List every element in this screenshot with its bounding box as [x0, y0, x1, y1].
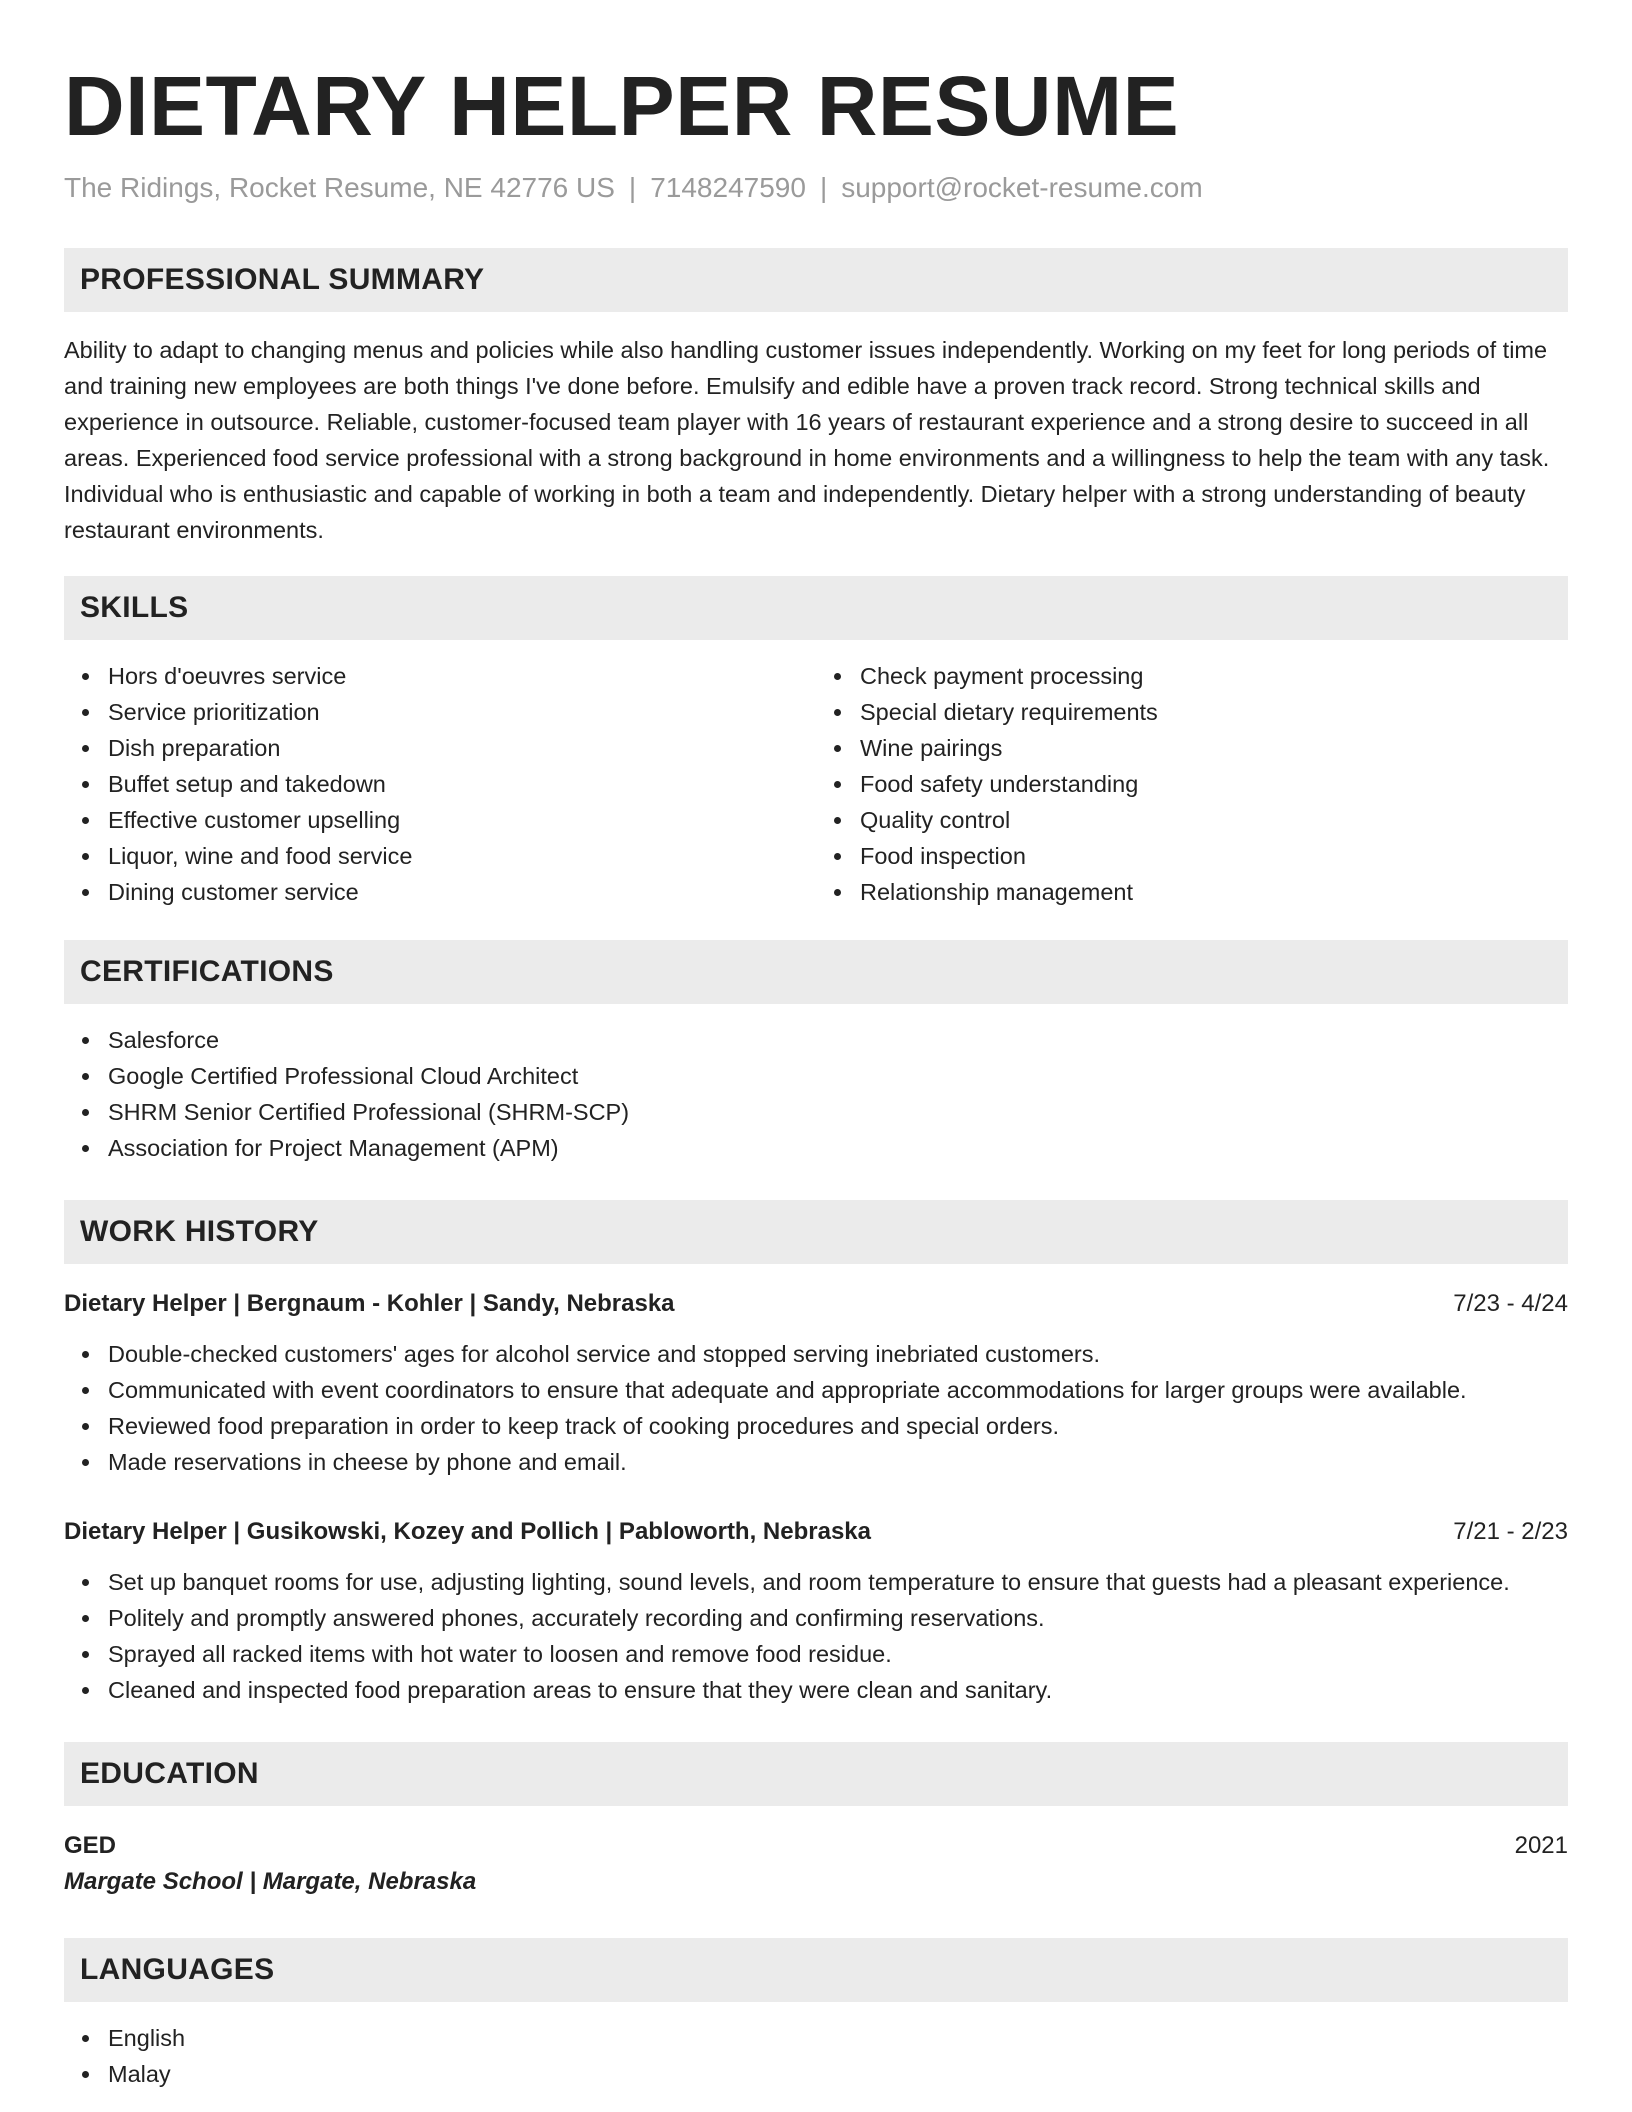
skills-list-right — [816, 658, 1568, 910]
certifications-list — [64, 1022, 1568, 1166]
page-title: DIETARY HELPER RESUME — [64, 59, 1180, 153]
section-header-certifications: CERTIFICATIONS — [64, 940, 1568, 1004]
list-item: SHRM Senior Certified Professional (SHRM-SCP) — [108, 1094, 1568, 1130]
job-header — [64, 1514, 1568, 1550]
section-header-languages: LANGUAGES — [64, 1938, 1568, 2002]
list-item: Effective customer upselling — [108, 802, 816, 838]
contact-email: support@rocket-resume.com — [841, 172, 1203, 203]
job-duties — [64, 1564, 1568, 1708]
list-item: Special dietary requirements — [860, 694, 1568, 730]
job-title: Dietary Helper | Bergnaum - Kohler | Sandy, Nebraska — [64, 1290, 675, 1317]
list-item: Politely and promptly answered phones, accurately recording and confirming reservations. — [108, 1600, 1568, 1636]
list-item: Wine pairings — [860, 730, 1568, 766]
job-entry — [64, 1514, 1568, 1708]
contact-line — [64, 170, 1568, 206]
list-item: Dining customer service — [108, 874, 816, 910]
education-degree: GED — [64, 1832, 117, 1859]
list-item: Sprayed all racked items with hot water to loosen and remove food residue. — [108, 1636, 1568, 1672]
list-item: Cleaned and inspected food preparation areas to ensure that they were clean and sanitary. — [108, 1672, 1568, 1708]
summary-text: Ability to adapt to changing menus and policies while also handling customer issues independently. Working on my feet for long periods of time and training new employees are both things I've done before. Emulsify and edible have a proven track record. Strong technical skills and experience in outsource. Reliable, customer-focused team player with 16 years of restaurant experience and a strong desire to succeed in all areas. Experienced food service professional with a strong background in home environments and a willingness to help the team with any task. Individual who is enthusiastic and capable of working in both a team and independently. Dietary helper with a strong understanding of beauty restaurant environments. — [64, 337, 1550, 543]
list-item: Salesforce — [108, 1022, 1568, 1058]
job-dates: 7/21 - 2/23 — [1453, 1518, 1568, 1545]
job-duties — [64, 1336, 1568, 1480]
list-item: Communicated with event coordinators to ensure that adequate and appropriate accommodations for larger groups were available. — [108, 1372, 1568, 1408]
list-item: Association for Project Management (APM) — [108, 1130, 1568, 1166]
list-item: Quality control — [860, 802, 1568, 838]
contact-phone: 7148247590 — [650, 172, 806, 203]
job-title: Dietary Helper | Gusikowski, Kozey and Pollich | Pabloworth, Nebraska — [64, 1518, 871, 1545]
list-item: Liquor, wine and food service — [108, 838, 816, 874]
contact-address: The Ridings, Rocket Resume, NE 42776 US — [64, 172, 615, 203]
list-item: Food inspection — [860, 838, 1568, 874]
list-item: Buffet setup and takedown — [108, 766, 816, 802]
contact-separator: | — [819, 172, 828, 203]
list-item: Dish preparation — [108, 730, 816, 766]
job-dates: 7/23 - 4/24 — [1453, 1290, 1568, 1317]
list-item: Food safety understanding — [860, 766, 1568, 802]
section-header-work-history: WORK HISTORY — [64, 1200, 1568, 1264]
list-item: Hors d'oeuvres service — [108, 658, 816, 694]
section-header-skills: SKILLS — [64, 576, 1568, 640]
education-header — [64, 1828, 1568, 1864]
languages-list — [64, 2020, 1568, 2092]
job-entry — [64, 1286, 1568, 1480]
list-item: Service prioritization — [108, 694, 816, 730]
contact-separator: | — [628, 172, 637, 203]
list-item: Set up banquet rooms for use, adjusting lighting, sound levels, and room temperature to ensure that guests had a pleasant experience. — [108, 1564, 1568, 1600]
skills-list-left — [64, 658, 816, 910]
section-header-education: EDUCATION — [64, 1742, 1568, 1806]
education-year: 2021 — [1514, 1832, 1568, 1859]
list-item: Double-checked customers' ages for alcohol service and stopped serving inebriated customers. — [108, 1336, 1568, 1372]
section-header-summary: PROFESSIONAL SUMMARY — [64, 248, 1568, 312]
list-item: English — [108, 2020, 1568, 2056]
list-item: Made reservations in cheese by phone and email. — [108, 1444, 1568, 1480]
list-item: Google Certified Professional Cloud Architect — [108, 1058, 1568, 1094]
list-item: Relationship management — [860, 874, 1568, 910]
list-item: Malay — [108, 2056, 1568, 2092]
education-school: Margate School | Margate, Nebraska — [64, 1868, 477, 1895]
list-item: Reviewed food preparation in order to keep track of cooking procedures and special orders. — [108, 1408, 1568, 1444]
list-item: Check payment processing — [860, 658, 1568, 694]
job-header — [64, 1286, 1568, 1322]
skills-grid — [64, 658, 1568, 910]
